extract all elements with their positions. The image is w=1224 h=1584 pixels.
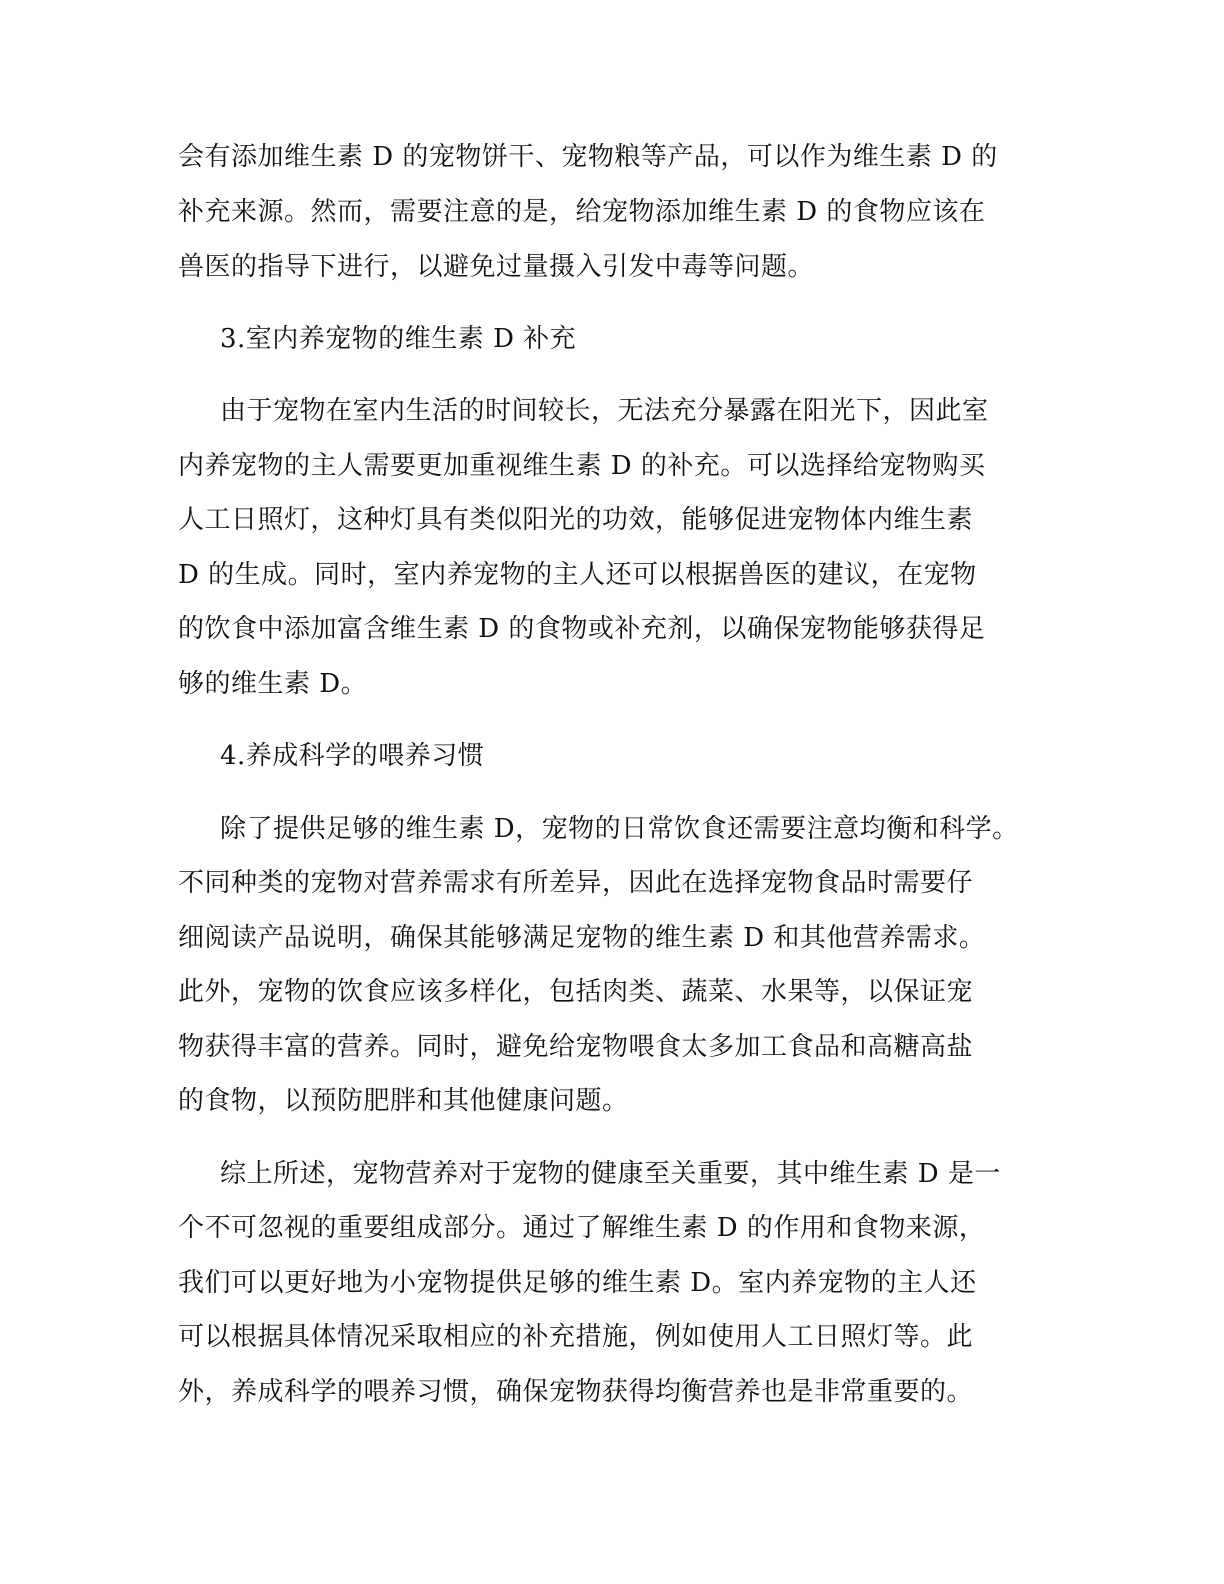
paragraph-line: 人工日照灯，这种灯具有类似阳光的功效，能够促进宠物体内维生素 — [178, 505, 974, 535]
paragraph-line: D 的生成。同时，室内养宠物的主人还可以根据兽医的建议，在宠物 — [178, 560, 977, 590]
section-heading-3: 3.室内养宠物的维生素 D 补充 — [220, 324, 577, 354]
paragraph-line: 补充来源。然而，需要注意的是，给宠物添加维生素 D 的食物应该在 — [178, 197, 986, 227]
paragraph-line: 可以根据具体情况采取相应的补充措施，例如使用人工日照灯等。此 — [178, 1322, 974, 1352]
paragraph-line: 不同种类的宠物对营养需求有所差异，因此在选择宠物食品时需要仔 — [178, 868, 974, 898]
paragraph-line: 的食物，以预防肥胖和其他健康问题。 — [178, 1086, 629, 1116]
paragraph-line: 物获得丰富的营养。同时，避免给宠物喂食太多加工食品和高糖高盐 — [178, 1032, 974, 1062]
paragraph-line: 我们可以更好地为小宠物提供足够的维生素 D。室内养宠物的主人还 — [178, 1268, 977, 1298]
paragraph-line: 会有添加维生素 D 的宠物饼干、宠物粮等产品，可以作为维生素 D 的 — [178, 142, 998, 172]
paragraph-line: 外，养成科学的喂养习惯，确保宠物获得均衡营养也是非常重要的。 — [178, 1377, 974, 1407]
paragraph-line: 够的维生素 D。 — [178, 669, 368, 699]
paragraph-line: 综上所述，宠物营养对于宠物的健康至关重要，其中维生素 D 是一 — [220, 1159, 1001, 1189]
section-heading-4: 4.养成科学的喂养习惯 — [220, 741, 485, 771]
paragraph-line: 内养宠物的主人需要更加重视维生素 D 的补充。可以选择给宠物购买 — [178, 451, 986, 481]
paragraph-line: 由于宠物在室内生活的时间较长，无法充分暴露在阳光下，因此室 — [220, 396, 989, 426]
paragraph-line: 的饮食中添加富含维生素 D 的食物或补充剂，以确保宠物能够获得足 — [178, 614, 986, 644]
paragraph-line: 细阅读产品说明，确保其能够满足宠物的维生素 D 和其他营养需求。 — [178, 923, 986, 953]
paragraph-line: 兽医的指导下进行，以避免过量摄入引发中毒等问题。 — [178, 252, 815, 282]
paragraph-line: 个不可忽视的重要组成部分。通过了解维生素 D 的作用和食物来源， — [178, 1213, 986, 1243]
paragraph-line: 此外，宠物的饮食应该多样化，包括肉类、蔬菜、水果等，以保证宠 — [178, 977, 974, 1007]
paragraph-line: 除了提供足够的维生素 D，宠物的日常饮食还需要注意均衡和科学。 — [220, 814, 1019, 844]
